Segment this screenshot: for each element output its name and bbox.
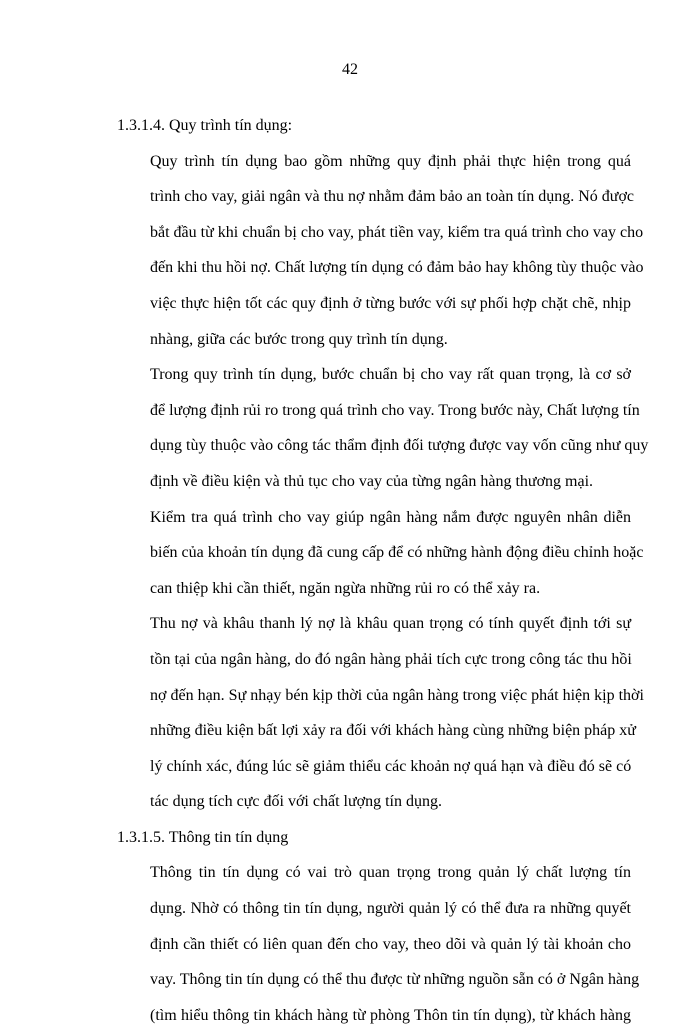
text-line: lý chính xác, đúng lúc sẽ giảm thiểu các khoản nợ quá hạn và điều đó sẽ có: [150, 757, 632, 775]
text-line: trình cho vay, giải ngân và thu nợ nhằm đảm bảo an toàn tín dụng. Nó được: [150, 188, 635, 206]
text-line: Kiểm tra quá trình cho vay giúp ngân hàng nắm được nguyên nhân diễn: [150, 508, 631, 526]
text-line: Quy trình tín dụng bao gồm những quy định phải thực hiện trong quá: [150, 152, 631, 170]
text-line: nợ đến hạn. Sự nhạy bén kịp thời của ngân hàng trong việc phát hiện kịp thời: [150, 686, 644, 704]
text-line: vay. Thông tin tín dụng có thể thu được từ những nguồn sẵn có ở Ngân hàng: [150, 971, 640, 989]
paragraph: [117, 500, 644, 607]
text-line: nhàng, giữa các bước trong quy trình tín dụng.: [150, 330, 448, 348]
section-heading: 1.3.1.5. Thông tin tín dụng: [117, 828, 289, 846]
text-line: Thông tin tín dụng có vai trò quan trọng trong quản lý chất lượng tín: [150, 864, 631, 882]
text-line: biến của khoản tín dụng đã cung cấp để có những hành động điều chỉnh hoặc: [150, 544, 644, 562]
paragraph: [117, 144, 644, 358]
section-heading: 1.3.1.4. Quy trình tín dụng:: [117, 117, 293, 134]
document-body: [117, 108, 649, 1033]
paragraph: [117, 606, 644, 820]
text-line: định cần thiết có liên quan đến cho vay, theo dõi và quản lý tài khoản cho: [150, 935, 631, 953]
page-number: 42: [342, 61, 358, 78]
text-line: Thu nợ và khâu thanh lý nợ là khâu quan trọng có tính quyết định tới sự: [150, 615, 631, 633]
text-line: những điều kiện bất lợi xảy ra đối với khách hàng cùng những biện pháp xử: [150, 722, 636, 740]
text-line: can thiệp khi cần thiết, ngăn ngừa những rủi ro có thể xảy ra.: [150, 579, 541, 597]
text-line: bắt đầu từ khi chuẩn bị cho vay, phát tiền vay, kiểm tra quá trình cho vay cho: [150, 223, 644, 241]
text-line: dụng tùy thuộc vào công tác thẩm định đối tượng được vay vốn cũng như quy: [150, 437, 649, 455]
paragraph: [117, 357, 649, 499]
text-line: để lượng định rủi ro trong quá trình cho vay. Trong bước này, Chất lượng tín: [150, 401, 640, 419]
text-line: tác dụng tích cực đối với chất lượng tín dụng.: [150, 793, 442, 811]
text-line: việc thực hiện tốt các quy định ở từng bước với sự phối hợp chặt chẽ, nhịp: [150, 294, 631, 312]
text-line: dụng. Nhờ có thông tin tín dụng, người quản lý có thể đưa ra những quyết: [150, 900, 631, 918]
text-line: Trong quy trình tín dụng, bước chuẩn bị cho vay rất quan trọng, là cơ sở: [150, 366, 631, 384]
paragraph: [117, 855, 640, 1033]
text-line: (tìm hiểu thông tin khách hàng từ phòng Thôn tin tín dụng), từ khách hàng: [150, 1006, 631, 1024]
text-line: tồn tại của ngân hàng, do đó ngân hàng phải tích cực trong công tác thu hồi: [150, 650, 632, 668]
text-line: định về điều kiện và thủ tục cho vay của từng ngân hàng thương mại.: [150, 472, 594, 490]
text-line: đến khi thu hồi nợ. Chất lượng tín dụng có đảm bảo hay không tùy thuộc vào: [150, 259, 644, 277]
